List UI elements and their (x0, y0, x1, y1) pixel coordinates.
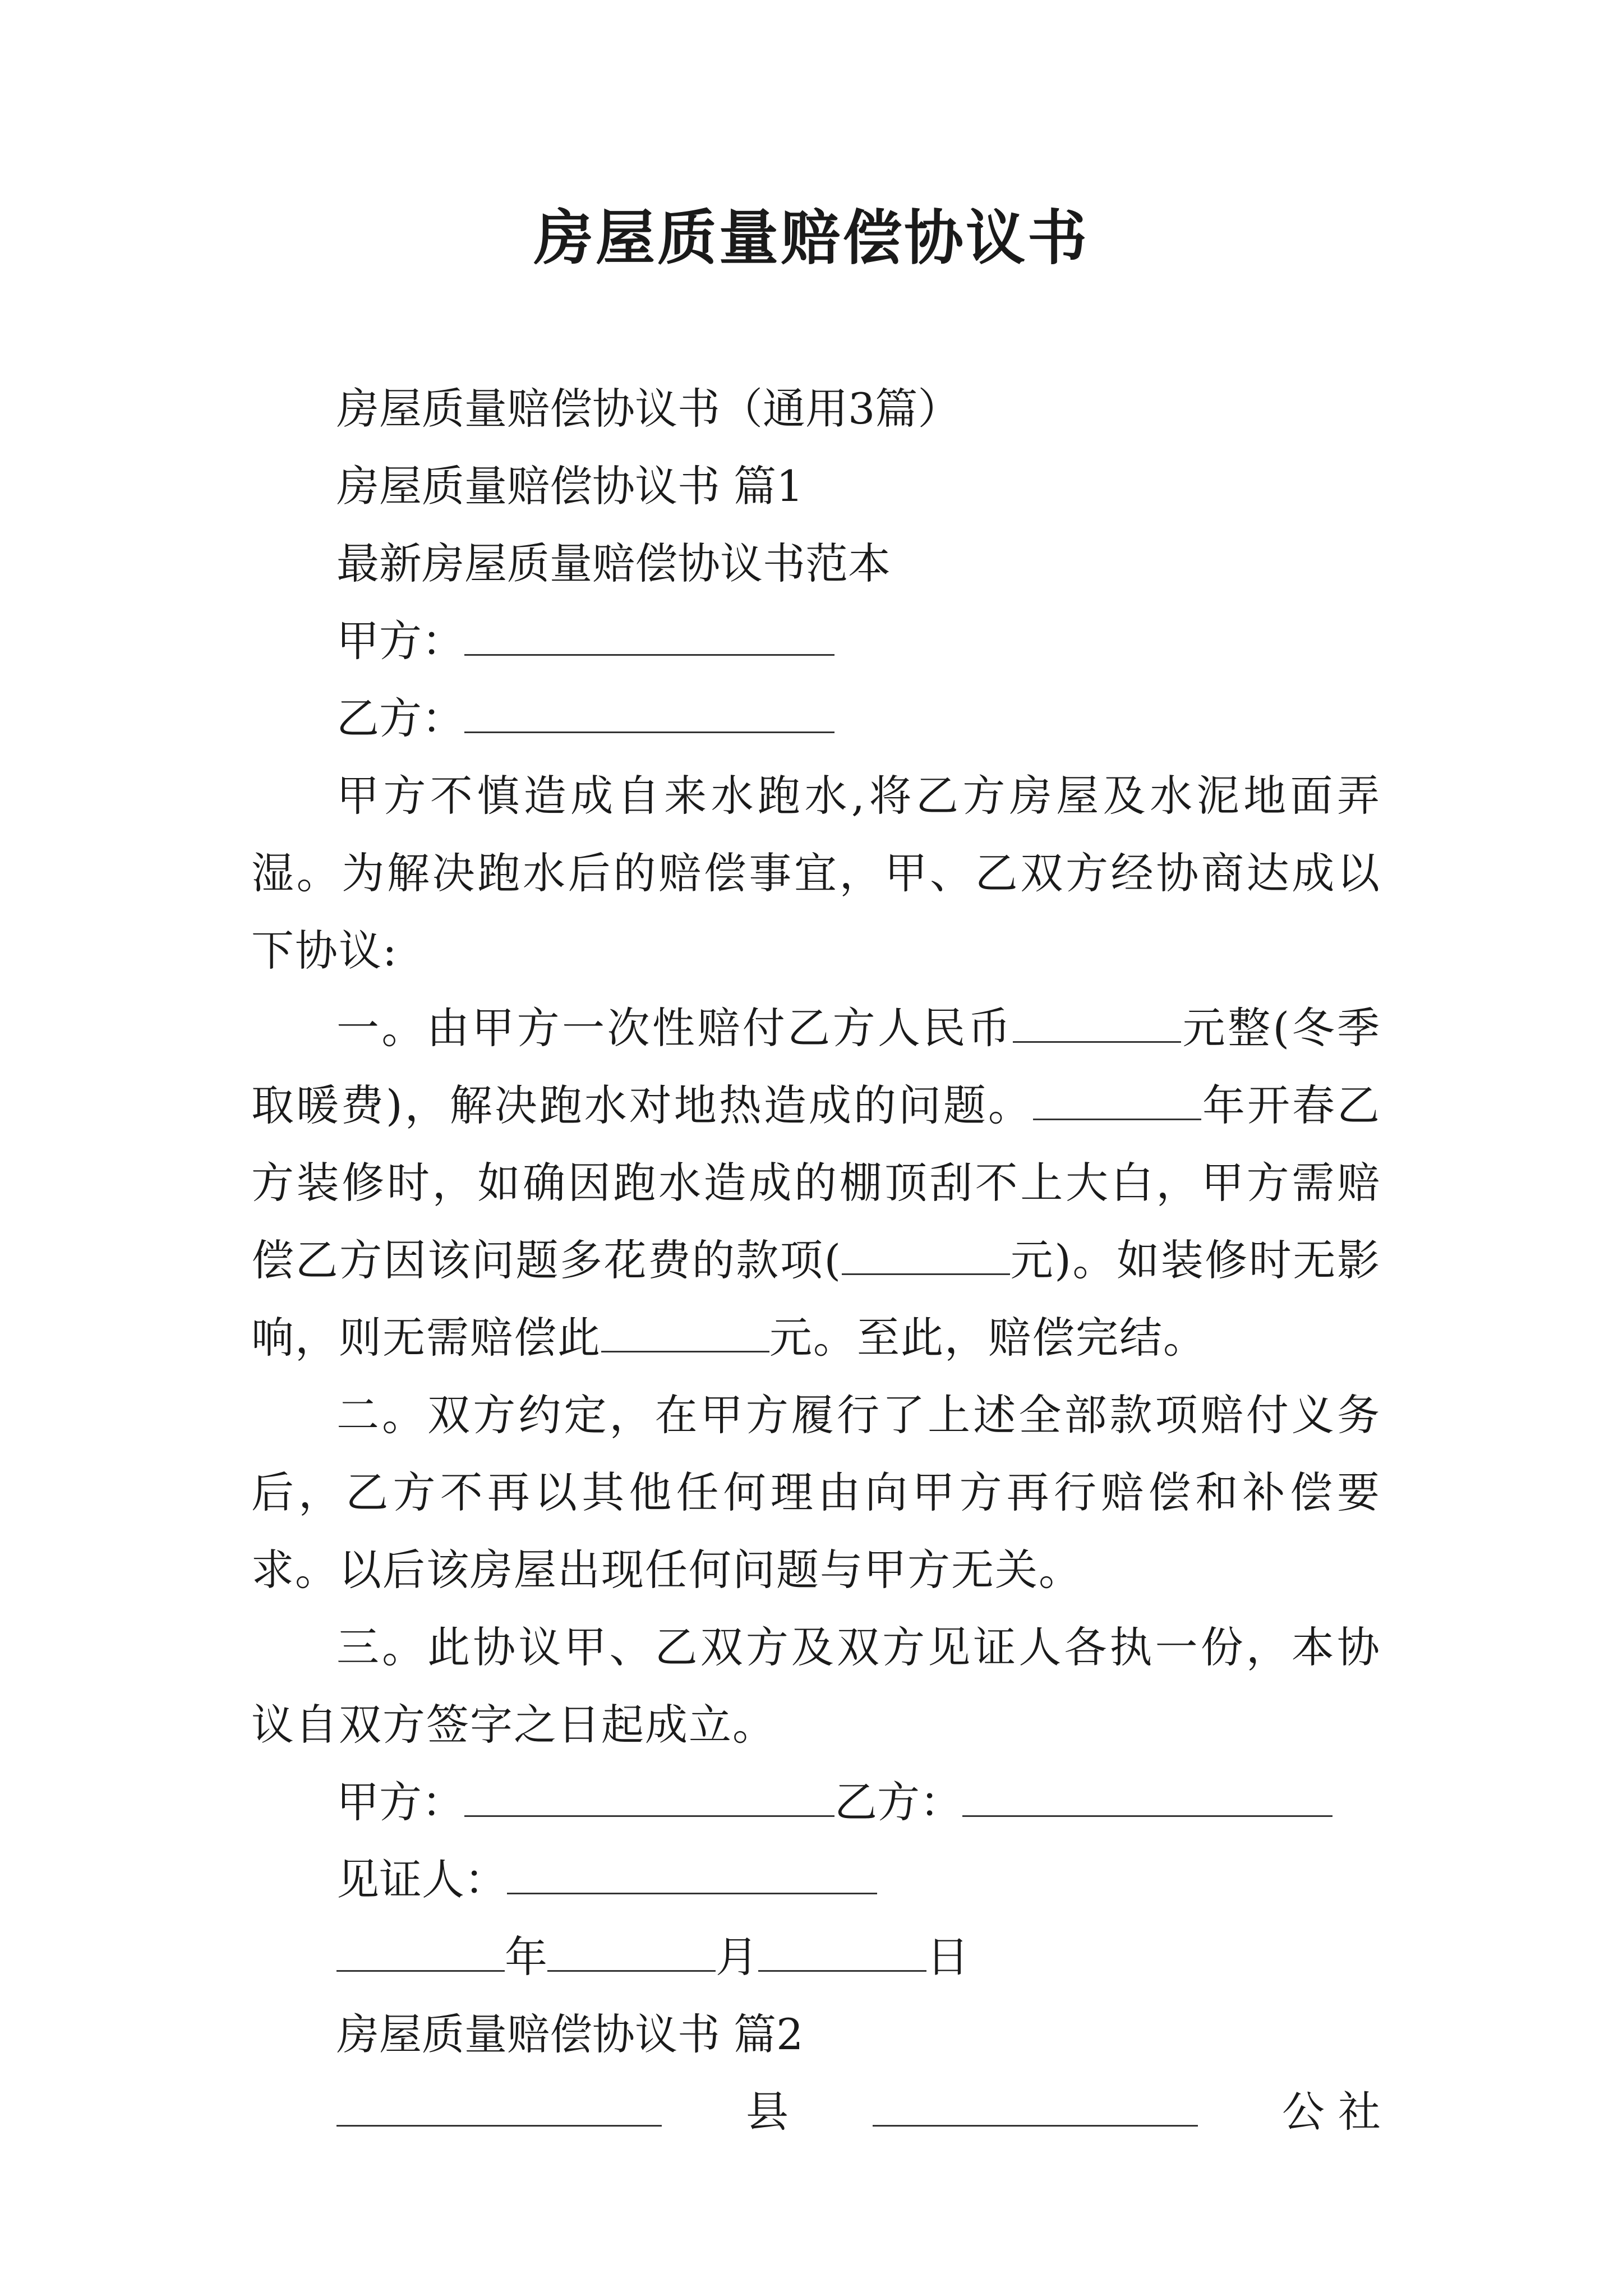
date-day-label: 日 (926, 1932, 969, 1982)
clause-2: 二。双方约定，在甲方履行了上述全部款项赔付义务后，乙方不再以其他任何理由向甲方再行赔偿和补偿要求。以后该房屋出现任何问题与甲方无关。 (251, 1390, 1381, 1595)
article2-location-line (251, 2073, 1381, 2151)
clause1-blank-extra (842, 1240, 1010, 1275)
sign-party-b-blank (962, 1782, 1332, 1817)
article1-subtitle: 最新房屋质量赔偿协议书范本 (336, 539, 891, 588)
clause1-blank-amount (1013, 1007, 1181, 1043)
date-year-label: 年 (505, 1932, 547, 1982)
clause1-part3: 年开春乙方装修时，如确因跑水造成的棚顶刮不上大白，甲方需赔偿乙方因该问题多花费的款项( (251, 1080, 1381, 1285)
clause1-part4: 元)。如装修时无影响，则无需赔偿此 (251, 1235, 1381, 1363)
sign-party-a-label: 甲方： (336, 1777, 464, 1827)
clause-1 (251, 990, 1381, 1377)
clause1-part5: 元。至此，赔偿完结。 (769, 1313, 1207, 1363)
clause1-part1: 一。由甲方一次性赔付乙方人民币 (336, 1003, 1013, 1053)
party-b-label: 乙方： (336, 693, 464, 743)
clause1-blank-year (1033, 1085, 1201, 1120)
party-a-blank (464, 620, 834, 656)
article1-heading: 房屋质量赔偿协议书 篇1 (336, 461, 804, 511)
date-month-label: 月 (716, 1932, 758, 1982)
intro-paragraph: 甲方不慎造成自来水跑水,将乙方房屋及水泥地面弄湿。为解决跑水后的赔偿事宜，甲、乙双方经协商达成以下协议: (251, 771, 1381, 976)
witness-line (251, 1841, 1381, 1918)
date-year-blank (336, 1936, 505, 1972)
sign-party-b-label: 乙方： (834, 1777, 962, 1827)
date-day-blank (758, 1936, 926, 1972)
party-b-line (251, 680, 1381, 757)
sign-party-a-blank (464, 1782, 834, 1817)
party-a-label: 甲方： (336, 616, 464, 666)
date-month-blank (547, 1936, 716, 1972)
document-title: 房屋质量赔偿协议书 (534, 203, 1089, 273)
county-label: 县 (745, 2087, 789, 2137)
party-a-line (251, 602, 1381, 680)
commune-blank (873, 2091, 1198, 2127)
clause1-blank-final (601, 1317, 769, 1352)
witness-label: 见证人： (336, 1855, 507, 1904)
commune-label: 公 社 (1281, 2087, 1381, 2137)
date-line (251, 1918, 1381, 1996)
clause1-part2: 元整(冬季取暖费)，解决跑水对地热造成的问题。 (251, 1003, 1381, 1130)
clause-3: 三。此协议甲、乙双方及双方见证人各执一份，本协议自双方签字之日起成立。 (251, 1622, 1381, 1750)
signature-line (251, 1764, 1381, 1841)
document-body (251, 370, 1381, 2151)
article2-heading: 房屋质量赔偿协议书 篇2 (336, 2009, 804, 2059)
witness-blank (507, 1859, 877, 1894)
heading-general: 房屋质量赔偿协议书（通用3篇） (336, 384, 961, 434)
party-b-blank (464, 698, 834, 733)
county-blank (336, 2091, 662, 2127)
